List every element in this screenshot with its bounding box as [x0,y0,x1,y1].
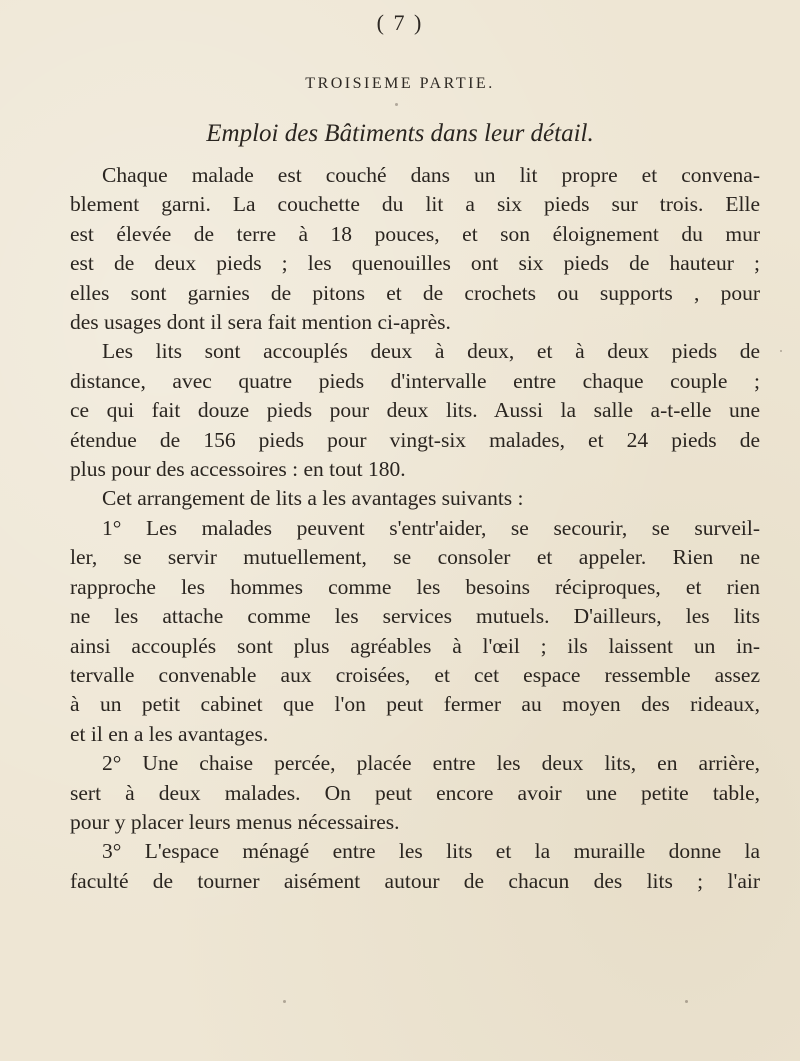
text-line: pour y placer leurs menus nécessaires. [70,809,400,834]
paragraph-3 [70,484,760,513]
page-number: ( 7 ) [376,10,424,35]
text-line: et il en a les avantages. [70,721,269,746]
text-line: 1° Les malades peuvent s'entr'aider, se secourir, se surveil- [102,515,760,540]
text-line: plus pour des accessoires : en tout 180. [70,457,406,482]
text-line: sert à deux malades. On peut encore avoir une petite table, [70,780,760,805]
text-line: est élevée de terre à 18 pouces, et son éloignement du mur [70,221,760,246]
paper-speck [283,1000,286,1003]
paragraph-1 [70,161,760,337]
paragraph-5 [70,749,760,837]
text-line: elles sont garnies de pitons et de crochets ou supports , pour [70,280,760,305]
text-line: étendue de 156 pieds pour vingt-six malades, et 24 pieds de [70,427,760,452]
text-line: 3° L'espace ménagé entre les lits et la muraille donne la [102,839,760,864]
paragraph-6 [70,837,760,896]
text-line: Cet arrangement de lits a les avantages suivants : [102,486,524,511]
paper-speck [685,1000,688,1003]
text-line: ne les attache comme les services mutuels. D'ailleurs, les lits [70,604,760,629]
text-line: est de deux pieds ; les quenouilles ont six pieds de hauteur ; [70,251,760,276]
text-line: des usages dont il sera fait mention ci-après. [70,310,451,335]
text-line: ce qui fait douze pieds pour deux lits. Aussi la salle a-t-elle une [70,398,760,423]
text-line: à un petit cabinet que l'on peut fermer au moyen des rideaux, [70,692,760,717]
text-line: blement garni. La couchette du lit a six pieds sur trois. Elle [70,192,760,217]
paper-speck [395,103,398,106]
text-line: rapproche les hommes comme les besoins réciproques, et rien [70,574,760,599]
section-title: Emploi des Bâtiments dans leur détail. [206,120,594,147]
text-line: Chaque malade est couché dans un lit propre et convena- [102,163,760,187]
text-line: 2° Une chaise percée, placée entre les deux lits, en arrière, [102,751,760,776]
paragraph-4 [70,514,760,749]
body-text [70,161,760,896]
text-line: ainsi accouplés sont plus agréables à l'œil ; ils laissent un in- [70,633,760,658]
text-line: faculté de tourner aisément autour de chacun des lits ; l'air [70,868,760,893]
text-line: Les lits sont accouplés deux à deux, et à deux pieds de [102,339,760,364]
text-line: ler, se servir mutuellement, se consoler et appeler. Rien ne [70,545,760,570]
text-line: distance, avec quatre pieds d'intervalle entre chaque couple ; [70,368,760,393]
text-line: tervalle convenable aux croisées, et cet espace ressemble assez [70,662,760,687]
part-title: TROISIEME PARTIE. [305,75,495,92]
paper-speck [780,350,782,352]
paragraph-2 [70,337,760,484]
